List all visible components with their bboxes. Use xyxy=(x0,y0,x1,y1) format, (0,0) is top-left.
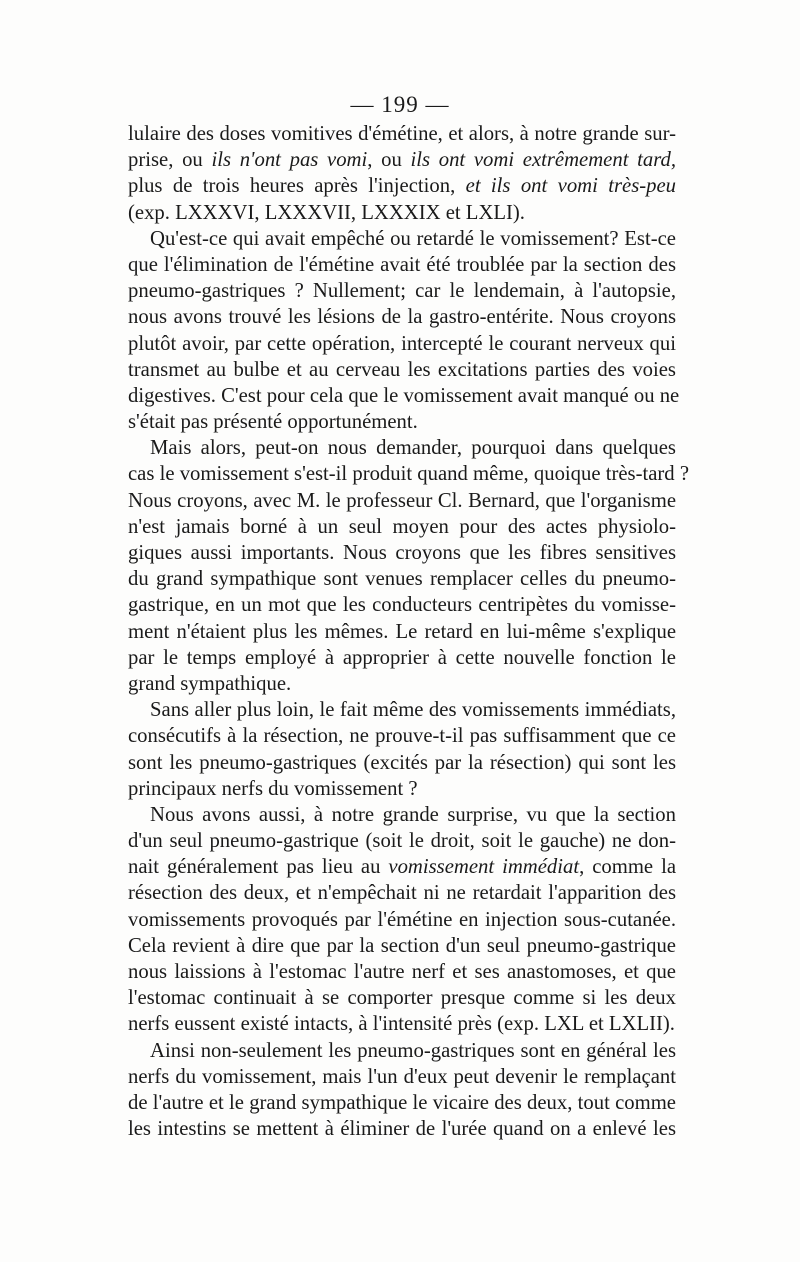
text-line: résection des deux, et n'empêchait ni ne retardait l'apparition des xyxy=(128,882,676,905)
text-line: Nous avons aussi, à notre grande surprise, vu que la section xyxy=(150,803,676,826)
text-line: cas le vomissement s'est-il produit quand même, quoique très-tard ? xyxy=(128,463,689,486)
text-line: plus de trois heures après l'injection, et ils ont vomi très-peu xyxy=(128,175,676,198)
text-line: les intestins se mettent à éliminer de l'urée quand on a enlevé les xyxy=(128,1118,676,1141)
text-line: vomissements provoqués par l'émétine en injection sous-cutanée. xyxy=(128,908,676,931)
text-line: prise, ou ils n'ont pas vomi, ou ils ont vomi extrêmement tard, xyxy=(128,149,677,172)
text-line: n'est jamais borné à un seul moyen pour des actes physiolo- xyxy=(128,515,676,538)
text-line: gastrique, en un mot que les conducteurs centripètes du vomisse- xyxy=(128,594,676,617)
text-line: nous avons trouvé les lésions de la gastro-entérite. Nous croyons xyxy=(128,306,676,329)
text-line: s'était pas présenté opportunément. xyxy=(128,411,418,434)
body-text xyxy=(128,121,689,1142)
text-line: plutôt avoir, par cette opération, intercepté le courant nerveux qui xyxy=(128,332,676,355)
text-line: que l'élimination de l'émétine avait été troublée par la section des xyxy=(128,253,676,276)
text-line: (exp. LXXXVI, LXXXVII, LXXXIX et LXLI). xyxy=(128,201,525,224)
text-line: giques aussi importants. Nous croyons que les fibres sensitives xyxy=(128,542,676,564)
page-number: — 199 — xyxy=(350,92,450,117)
text-line: pneumo-gastriques ? Nullement; car le lendemain, à l'autopsie, xyxy=(128,280,676,303)
text-line: l'estomac continuait à se comporter presque comme si les deux xyxy=(128,987,676,1010)
text-line: par le temps employé à approprier à cette nouvelle fonction le xyxy=(128,646,676,669)
text-line: Sans aller plus loin, le fait même des vomissements immédiats, xyxy=(150,699,676,722)
text-line: nous laissions à l'estomac l'autre nerf et ses anastomoses, et que xyxy=(128,961,676,983)
text-line: du grand sympathique sont venues remplacer celles du pneumo- xyxy=(128,568,676,591)
text-line: digestives. C'est pour cela que le vomissement avait manqué ou ne xyxy=(128,384,680,407)
text-line: d'un seul pneumo-gastrique (soit le droit, soit le gauche) ne don- xyxy=(128,830,676,853)
text-line: Nous croyons, avec M. le professeur Cl. Bernard, que l'organisme xyxy=(128,489,676,512)
text-line: consécutifs à la résection, ne prouve-t-il pas suffisamment que ce xyxy=(128,725,676,748)
text-line: Mais alors, peut-on nous demander, pourquoi dans quelques xyxy=(150,437,676,460)
text-line: Cela revient à dire que par la section d'un seul pneumo-gastrique xyxy=(128,934,676,957)
text-line: nerfs eussent existé intacts, à l'intensité près (exp. LXL et LXLII). xyxy=(128,1013,675,1036)
text-line: principaux nerfs du vomissement ? xyxy=(128,777,418,800)
text-line: Ainsi non-seulement les pneumo-gastriques sont en général les xyxy=(150,1039,676,1062)
text-line: ment n'étaient plus les mêmes. Le retard en lui-même s'explique xyxy=(128,620,676,643)
text-line: Qu'est-ce qui avait empêché ou retardé le vomissement? Est-ce xyxy=(150,227,676,250)
text-line: transmet au bulbe et au cerveau les excitations parties des voies xyxy=(128,358,676,381)
text-line: grand sympathique. xyxy=(128,672,292,695)
text-line: lulaire des doses vomitives d'émétine, et alors, à notre grande sur- xyxy=(128,123,676,145)
text-line: nerfs du vomissement, mais l'un d'eux peut devenir le remplaçant xyxy=(128,1065,676,1088)
text-line: nait généralement pas lieu au vomissement immédiat, comme la xyxy=(128,856,677,879)
text-line: de l'autre et le grand sympathique le vicaire des deux, tout comme xyxy=(128,1091,676,1114)
text-line: sont les pneumo-gastriques (excités par la résection) qui sont les xyxy=(128,751,676,774)
